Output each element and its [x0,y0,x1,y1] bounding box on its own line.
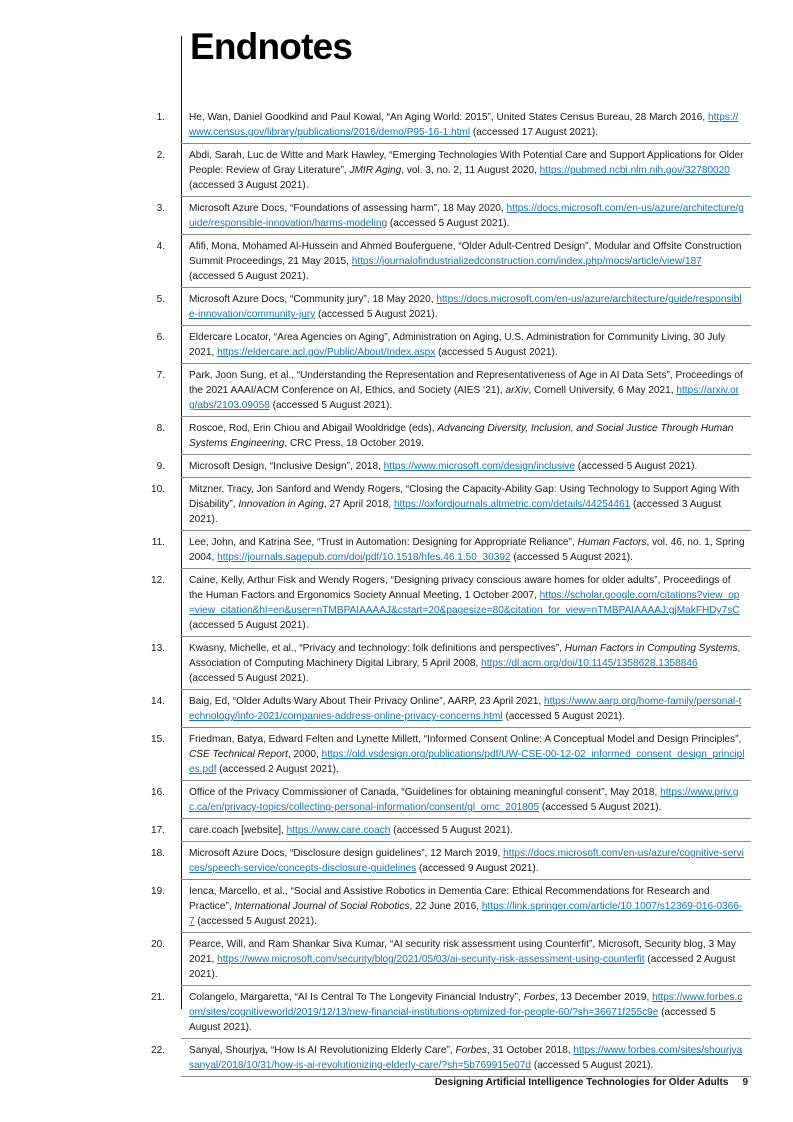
page-footer [435,1077,748,1088]
endnote-citation [189,1043,745,1073]
endnote-number: 2. [156,150,165,161]
citation-text: , Cornell University, 6 May 2021, [528,385,677,396]
citation-text: Office of the Privacy Commissioner of Canada, “Guidelines for obtaining meaningful consent”, May 2018, [189,787,661,798]
citation-link[interactable]: https://arxiv.org/abs/2103.09058 [189,385,740,411]
citation-text: Pearce, Will, and Ram Shankar Siva Kumar, “AI security risk assessment using Counterfit”, Microsoft, Security blog, 3 May 2021, [189,939,736,965]
endnote-citation [189,846,745,876]
endnote-number: 11. [151,537,165,548]
citation-link[interactable]: https://www.microsoft.com/security/blog/2021/05/03/ai-security-risk-assessment-using-counterfit [217,954,645,965]
endnote-citation [189,292,745,322]
endnote-item [150,880,751,933]
endnote-item [150,986,751,1039]
citation-italic-title: CSE Technical Report [189,749,288,760]
endnote-citation [189,641,745,686]
citation-link[interactable]: https://journals.sagepub.com/doi/pdf/10.1518/hfes.46.1.50_30392 [217,552,511,563]
endnote-item [156,197,751,235]
endnote-number: 4. [156,241,165,252]
citation-link[interactable]: https://www.care.coach [286,825,391,836]
endnote-number: 14. [150,696,165,707]
citation-link[interactable]: https://journalofindustrializedconstruction.com/index.php/mocs/article/view/187 [351,256,702,267]
citation-text: (accessed 5 August 2021). [189,620,309,631]
citation-text: He, Wan, Daniel Goodkind and Paul Kowal, “An Aging World: 2015”, United States Census Bureau, 28 March 2016, [189,112,708,123]
endnote-item [156,106,751,144]
citation-text: Microsoft Azure Docs, “Community jury”, 18 May 2020, [189,294,437,305]
citation-text: , 31 October 2018, [486,1045,574,1056]
citation-text: (accessed 2 August 2021). [216,764,339,775]
citation-text: Mitzner, Tracy, Jon Sanford and Wendy Rogers, “Closing the Capacity-Ability Gap: Using Technology to Support Aging With Disability”, [189,484,740,510]
endnote-number: 13. [150,643,165,654]
citation-text: , vol. 3, no. 2, 11 August 2020, [401,165,540,176]
citation-link[interactable]: https://oxfordjournals.altmetric.com/details/44254461 [394,499,631,510]
endnote-item [150,478,751,531]
endnote-item [150,690,751,728]
citation-text: Sanyal, Shourjya, “How Is AI Revolutionizing Elderly Care”, [189,1045,456,1056]
citation-text: Baig, Ed, “Older Adults Wary About Their Privacy Online”, AARP, 23 April 2021, [189,696,544,707]
endnote-item [150,819,751,842]
citation-text: Park, Joon Sung, et al., “Understanding the Representation and Representativeness of Age in AI Data Sets”, Proceedings of the 2021 AAAI/ACM Conference on AI, Ethics, and Society (AIES ‘21), [189,370,743,396]
citation-text: Afifi, Mona, Mohamed Al-Hussein and Ahmed Bouferguene, “Older Adult-Centred Design”, Modular and Offsite Construction Summit Proceedings, 21 May 2015, [189,241,742,267]
citation-text: (accessed 5 August 2021). [390,825,513,836]
citation-text: Microsoft Azure Docs, “Disclosure design guidelines”, 12 March 2019, [189,848,504,859]
citation-link[interactable]: https://www.aarp.org/home-family/personal-technology/info-2021/companies-address-online-privacy-concerns.html [189,696,742,722]
endnote-item [156,455,751,478]
citation-text: (accessed 2 August 2021). [189,954,736,980]
citation-text: (accessed 5 August 2021). [510,552,633,563]
citation-text: Abdi, Sarah, Luc de Witte and Mark Hawley, “Emerging Technologies With Potential Care and Support Applications for Older People: Review of Gray Literature”, [189,150,744,176]
citation-text: (accessed 5 August 2021). [189,1007,716,1033]
citation-text: , 13 December 2019, [555,992,653,1003]
citation-text: care.coach [website], [189,825,287,836]
endnote-citation [189,694,745,724]
endnote-number: 22. [150,1045,165,1056]
citation-text: (accessed 5 August 2021). [194,916,317,927]
endnote-number: 10. [150,484,165,495]
citation-link[interactable]: https://www.forbes.com/sites/cognitiveworld/2019/12/13/new-financial-institutions-optimized-for-people-60/?sh=36671f255c9e [189,992,743,1018]
endnote-citation [189,990,745,1035]
page-title: Endnotes [190,26,353,67]
citation-text: Friedman, Batya, Edward Felten and Lynette Millett, “Informed Consent Online: A Conceptual Model and Design Principles”, [189,734,742,745]
citation-text: , Association of Computing Machinery Digital Library, 5 April 2008, [189,643,741,669]
citation-text: (accessed 5 August 2021). [435,347,558,358]
endnote-item [156,326,751,364]
endnote-citation [189,732,745,777]
citation-text: (accessed 5 August 2021). [502,711,625,722]
citation-link[interactable]: https://eldercare.acl.gov/Public/About/Index.aspx [217,347,436,358]
citation-text: (accessed 3 August 2021). [189,499,722,525]
endnote-item [150,1039,751,1077]
endnote-citation [189,482,745,527]
citation-link[interactable]: https://dl.acm.org/doi/10.1145/1358628.1358846 [481,658,698,669]
endnote-number: 9. [156,461,165,472]
endnote-item [156,288,751,326]
endnote-item [150,569,751,637]
citation-italic-title: International Journal of Social Robotics [234,901,410,912]
citation-text: , 27 April 2018, [323,499,395,510]
endnote-item [150,781,751,819]
citation-text: (accessed 9 August 2021). [416,863,539,874]
endnote-citation [189,421,745,451]
citation-link[interactable]: https://www.priv.gc.ca/en/privacy-topics/collecting-personal-information/consent/gl_omc_201805 [189,787,739,813]
endnote-citation [189,368,745,413]
endnote-number: 21. [150,992,165,1003]
citation-text: (accessed 5 August 2021). [315,309,438,320]
endnote-citation [189,148,745,193]
citation-text: Ienca, Marcello, et al., “Social and Assistive Robotics in Dementia Care: Ethical Recommendations for Research and Practice”, [189,886,710,912]
endnote-number: 1. [156,112,165,123]
citation-italic-title: Forbes [455,1045,487,1056]
endnote-citation [189,535,745,565]
citation-text: Caine, Kelly, Arthur Fisk and Wendy Rogers, “Designing privacy conscious aware homes for older adults”, Proceedings of the Human Factors and Ergonomics Society Annual Meeting, 1 October 2007, [189,575,731,601]
endnote-citation [189,239,745,284]
citation-italic-title: Human Factors [577,537,647,548]
endnotes-list [0,106,793,1077]
endnote-number: 7. [156,370,165,381]
citation-link[interactable]: https://www.census.gov/library/publications/2016/demo/P95-16-1.html [189,112,739,138]
citation-link[interactable]: https://docs.microsoft.com/en-us/azure/cognitive-services/speech-service/concepts-disclosure-guidelines [189,848,744,874]
endnote-number: 16. [150,787,165,798]
endnote-item [151,531,751,569]
citation-link[interactable]: https://link.springer.com/article/10.1007/s12369-016-0366-7 [189,901,743,927]
citation-text: Eldercare Locator, “Area Agencies on Aging”, Administration on Aging, U.S. Administration for Community Living, 30 July 2021, [189,332,726,358]
citation-italic-title: Innovation in Aging [238,499,324,510]
citation-link[interactable]: https://docs.microsoft.com/en-us/azure/architecture/guide/responsible-innovation/harms-modeling [189,203,744,229]
endnote-number: 3. [156,203,165,214]
citation-text: Microsoft Design, “Inclusive Design”, 2018, [189,461,384,472]
endnote-number: 20. [150,939,165,950]
endnote-citation [189,884,745,929]
endnote-citation [189,937,745,982]
citation-italic-title: arXiv [505,385,529,396]
citation-text: (accessed 5 August 2021). [539,802,662,813]
citation-text: , vol. 46, no. 1, Spring 2004, [189,537,745,563]
endnote-citation [189,573,745,633]
endnote-number: 12. [150,575,165,586]
endnote-number: 15. [150,734,165,745]
citation-text: (accessed 17 August 2021). [470,127,599,138]
citation-text: (accessed 5 August 2021). [269,400,393,411]
endnote-citation [189,201,745,231]
endnote-number: 8. [156,423,165,434]
citation-text: (accessed 5 August 2021). [531,1060,654,1071]
citation-link[interactable]: https://www.microsoft.com/design/inclusive [383,461,575,472]
endnote-number: 6. [156,332,165,343]
citation-text: Colangelo, Margaretta, “AI Is Central To The Longevity Financial Industry”, [189,992,524,1003]
endnote-item [156,364,751,417]
endnote-item [156,235,751,288]
endnote-item [150,728,751,781]
citation-italic-title: JMIR Aging [349,165,402,176]
citation-text: (accessed 5 August 2021). [189,673,309,684]
endnote-item [150,842,751,880]
endnote-citation [189,823,745,838]
citation-text: (accessed 5 August 2021). [387,218,510,229]
citation-link[interactable]: https://docs.microsoft.com/en-us/azure/architecture/guide/responsible-innovation/community-jury [189,294,742,320]
page-number: 9 [742,1077,748,1088]
citation-text: (accessed 5 August 2021). [574,461,698,472]
endnote-item [156,417,751,455]
citation-text: Microsoft Azure Docs, “Foundations of assessing harm”, 18 May 2020, [189,203,507,214]
citation-link[interactable]: https://pubmed.ncbi.nlm.nih.gov/32780020 [539,165,730,176]
citation-text: Lee, John, and Katrina See, “Trust in Automation: Designing for Appropriate Reliance”, [189,537,578,548]
citation-text: Kwasny, Michelle, et al., “Privacy and technology: folk definitions and perspectives”, [189,643,565,654]
endnote-citation [189,785,745,815]
endnote-item [150,637,751,690]
footer-document-title: Designing Artificial Intelligence Technologies for Older Adults [434,1077,729,1088]
endnote-number: 17. [150,825,165,836]
citation-text: (accessed 5 August 2021). [189,271,309,282]
citation-link[interactable]: https://www.forbes.com/sites/shourjyasanyal/2018/10/31/how-is-ai-revolutionizing-elderly-care/?sh=5b769915e07d [189,1045,743,1071]
endnote-number: 5. [156,294,165,305]
citation-text: , 22 June 2016, [409,901,482,912]
citation-italic-title: Forbes [523,992,555,1003]
citation-italic-title: Advancing Diversity, Inclusion, and Social Justice Through Human Systems Engineering [189,423,734,449]
endnote-number: 19. [150,886,165,897]
citation-link[interactable]: https://old.vsdesign.org/publications/pdf/UW-CSE-00-12-02_informed_consent_design_principles.pdf [189,749,745,775]
endnote-item [150,933,751,986]
endnote-citation [189,330,745,360]
citation-text: (accessed 3 August 2021). [189,180,309,191]
citation-text: Roscoe, Rod, Erin Chiou and Abigail Wooldridge (eds), [189,423,438,434]
endnote-item [156,144,751,197]
citation-link[interactable]: https://scholar.google.com/citations?view_op=view_citation&hl=en&user=nTMBPAIAAAAJ&cstart=20&pagesize=80&citation_for_view=nTMBPAIAAAAJ:gjMakFHDy7sC [189,590,740,616]
citation-text: , CRC Press, 18 October 2019. [284,438,425,449]
citation-italic-title: Human Factors in Computing Systems [564,643,738,654]
endnote-number: 18. [150,848,165,859]
endnote-citation [189,459,745,474]
endnote-citation [189,110,745,140]
citation-text: , 2000, [287,749,322,760]
